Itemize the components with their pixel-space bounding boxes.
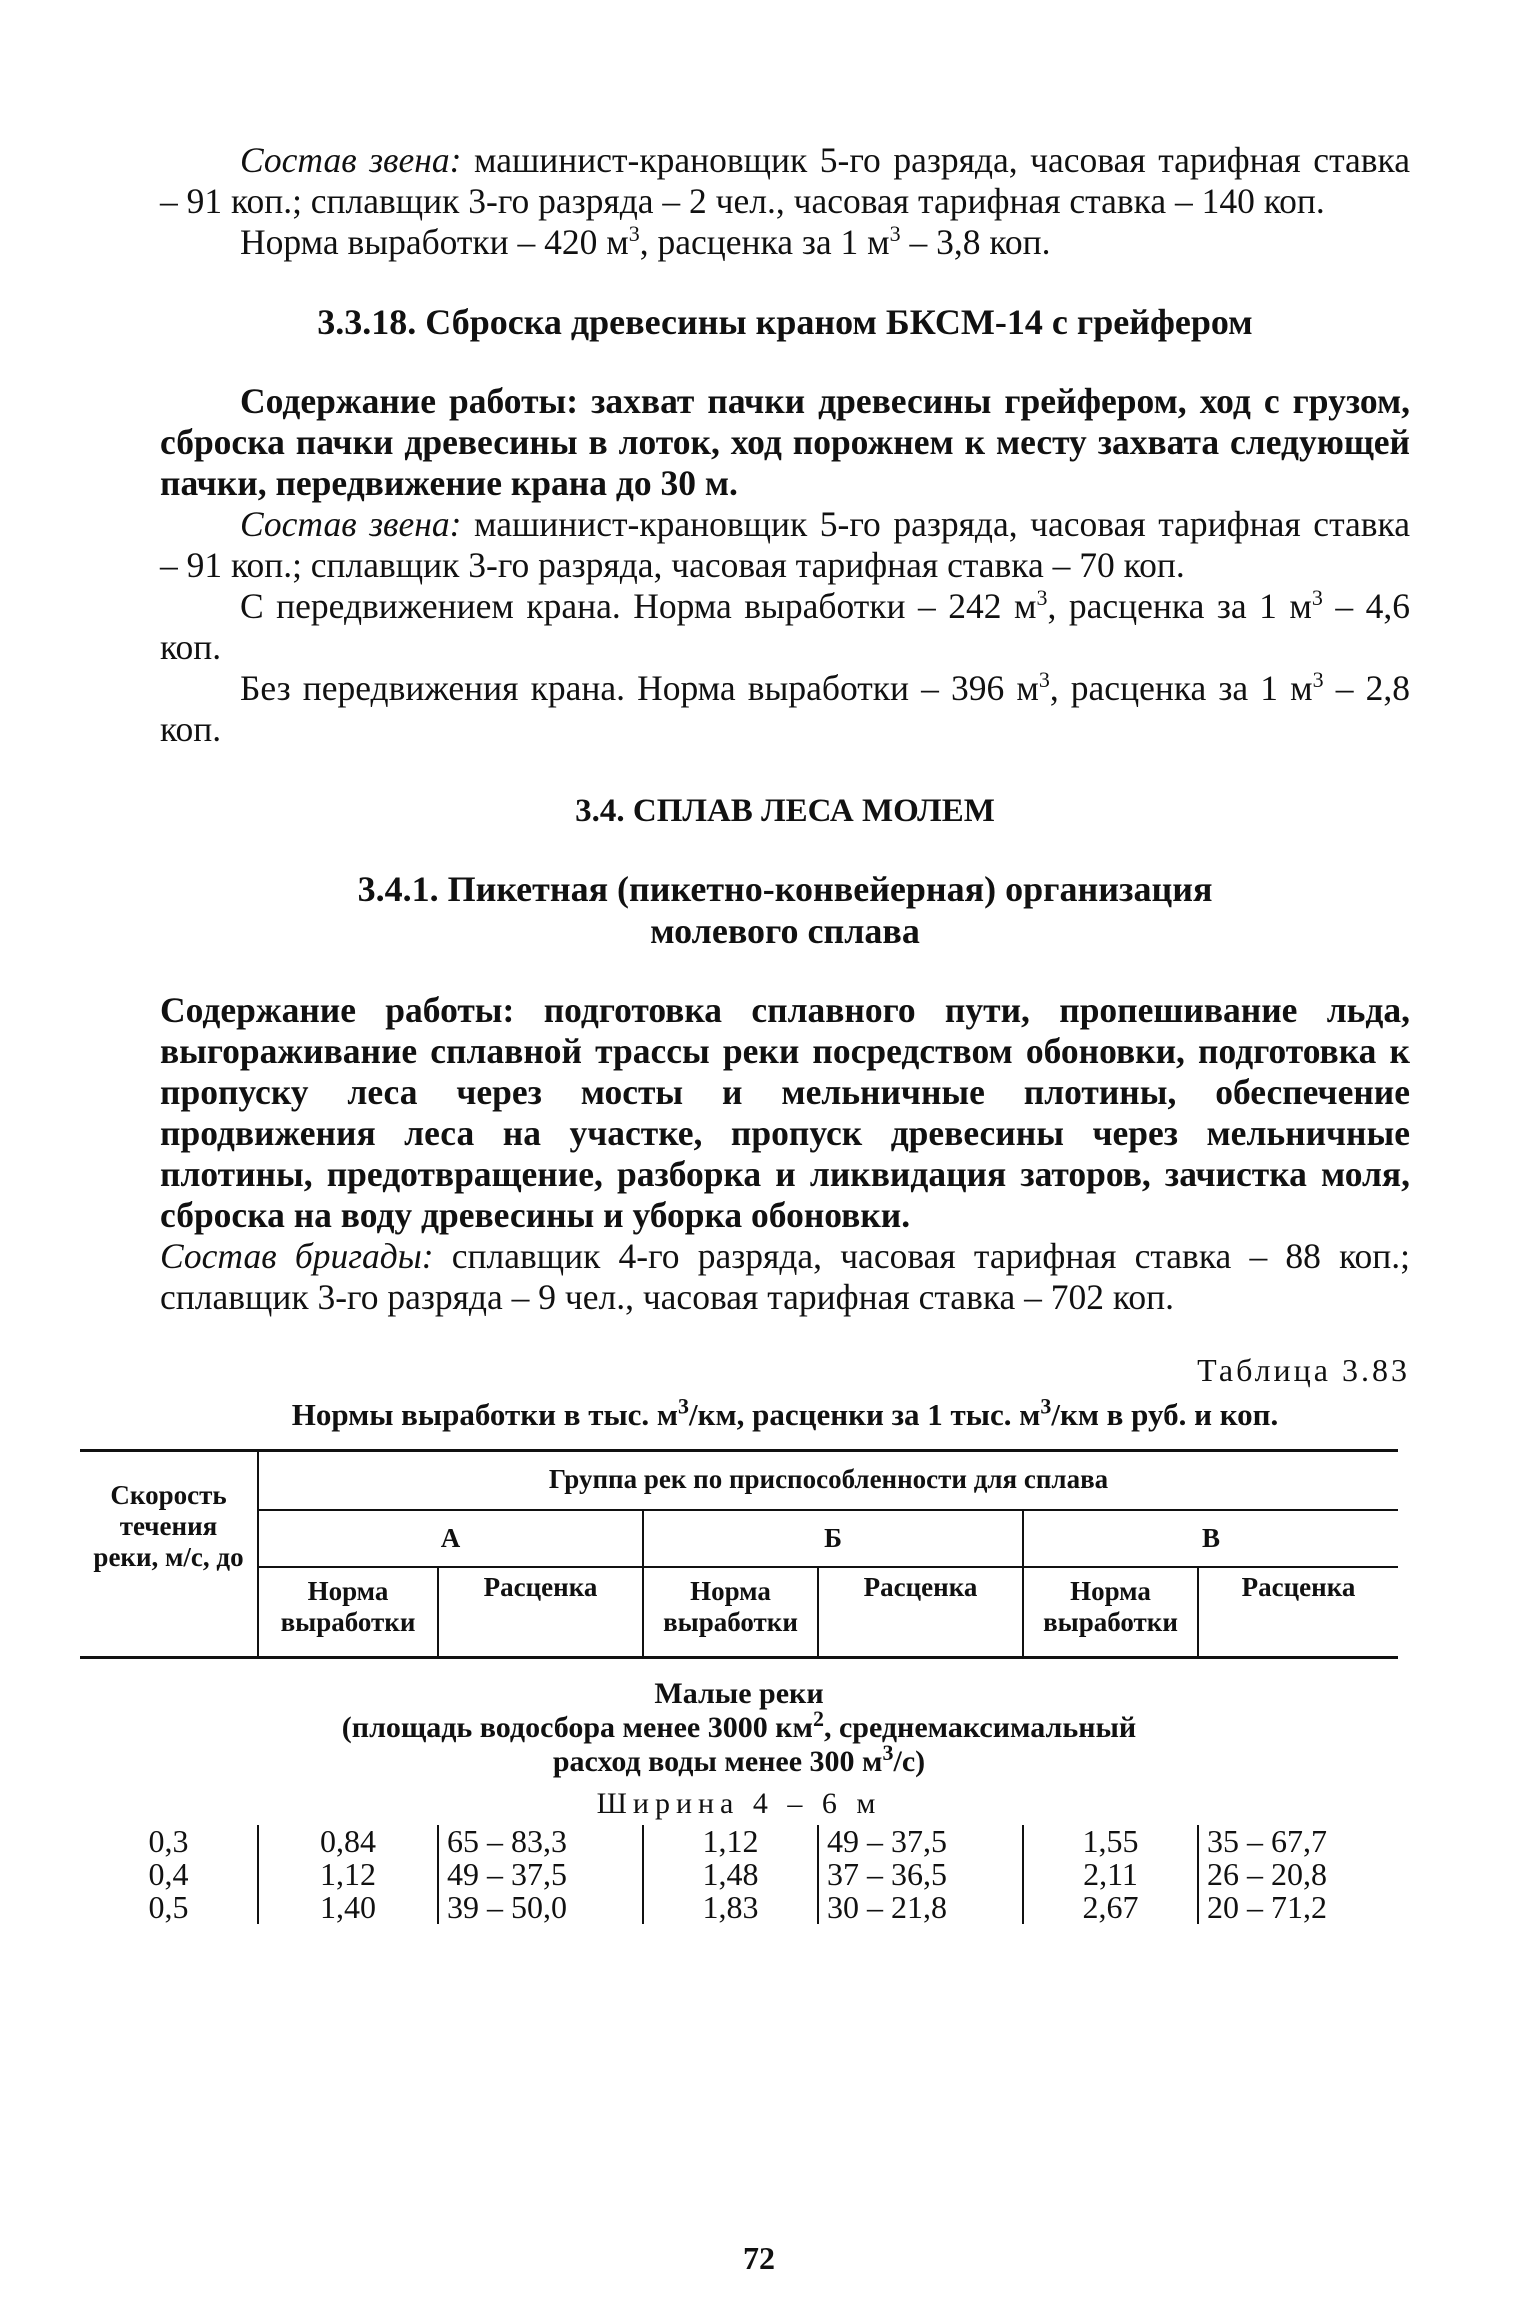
- without-move-c: – 2,8 коп.: [160, 668, 1410, 749]
- paragraph-content-3318: [160, 381, 1410, 504]
- section-line-3-a: расход воды менее 300 м: [552, 1745, 883, 1778]
- section-line-2-a: (площадь водосбора менее 3000 км: [341, 1711, 813, 1744]
- table-title: [160, 1393, 1410, 1433]
- header-group-a: А: [258, 1510, 643, 1567]
- cell-b-rascenka: 37 – 36,5: [818, 1858, 1023, 1891]
- cell-a-rascenka: 49 – 37,5: [438, 1858, 643, 1891]
- table-section-heading: [80, 1677, 1398, 1779]
- header-rascenka-b: Расценка: [818, 1567, 1023, 1658]
- cell-speed: 0,3: [148, 1823, 189, 1859]
- cell-c-norma: 2,67: [1023, 1891, 1198, 1924]
- section-title-3318: 3.3.18. Сброска древесины краном БКСМ-14 с грейфером: [317, 302, 1253, 342]
- section-line-3-b: /с): [893, 1745, 926, 1778]
- table-title-b: /км, расценки за 1 тыс. м: [689, 1397, 1041, 1432]
- cell-a-rascenka: 39 – 50,0: [438, 1891, 643, 1924]
- sup-3: 3: [1311, 585, 1323, 611]
- section-line-1: Малые реки: [654, 1677, 824, 1710]
- cell-a-norma: 0,84: [258, 1825, 438, 1858]
- header-group: Группа рек по приспособленности для сплава: [258, 1451, 1398, 1511]
- table-title-c: /км в руб. и коп.: [1051, 1397, 1279, 1432]
- with-move-c: – 4,6 коп.: [160, 586, 1411, 667]
- page-number: 72: [743, 2240, 775, 2276]
- paragraph-sostav-1: [160, 140, 1410, 222]
- without-move-a: Без передвижения крана. Норма выработки – 396 м: [240, 668, 1039, 708]
- width-label: Ширина 4 – 6 м: [596, 1787, 882, 1820]
- table-row: [80, 1858, 1398, 1891]
- paragraph-sostav-3318: [160, 504, 1410, 586]
- header-norma-c: Норма выработки: [1023, 1567, 1198, 1658]
- subsection-title-341-line1: 3.4.1. Пикетная (пикетно-конвейерная) организация: [357, 869, 1213, 909]
- paragraph-brigade: [160, 1236, 1410, 1318]
- cell-c-norma: 1,55: [1023, 1825, 1198, 1858]
- table-row: [80, 1825, 1398, 1858]
- cell-a-norma: 1,40: [258, 1891, 438, 1924]
- sup-3: 3: [1036, 585, 1048, 611]
- sostav-label: Состав звена:: [240, 504, 462, 544]
- table-title-a: Нормы выработки в тыс. м: [291, 1397, 679, 1432]
- norms-table-header: [80, 1449, 1398, 1659]
- sostav-label: Состав звена:: [240, 140, 462, 180]
- cell-b-norma: 1,12: [643, 1825, 818, 1858]
- subsection-title-341-line2: молевого сплава: [650, 911, 920, 951]
- without-move-b: , расценка за 1 м: [1049, 668, 1313, 708]
- content-text: захват пачки древесины грейфером, ход с грузом, сброска пачки древесины в лоток, ход порожнем к месту захвата следующей пачки, передвижение крана до 30 м.: [160, 381, 1411, 503]
- cell-b-rascenka: 49 – 37,5: [818, 1825, 1023, 1858]
- sup-3: 3: [628, 221, 640, 247]
- page-body: [93, 140, 1411, 1925]
- norma-text-c: – 3,8 коп.: [900, 222, 1051, 262]
- sup-2: 2: [812, 1706, 824, 1731]
- paragraph-norma-1: [160, 222, 1410, 263]
- with-move-b: , расценка за 1 м: [1047, 586, 1312, 626]
- sup-3: 3: [1312, 667, 1324, 693]
- cell-b-norma: 1,83: [643, 1891, 818, 1924]
- paragraph-content-341: [160, 990, 1410, 1236]
- header-group-c: В: [1023, 1510, 1398, 1567]
- content-text: подготовка сплавного пути, пропешивание льда, выгораживание сплавной трассы реки посредством обоновки, подготовка к пропуску леса через мосты и мельничные плотины, обеспечение продвижения леса на участке, пропуск древесины через мельничные плотины, предотвращение, разборка и ликвидация заторов, зачистка моля, сброска на воду древесины и уборка обоновки.: [160, 990, 1411, 1235]
- sup-3: 3: [678, 1393, 690, 1419]
- cell-c-norma: 2,11: [1023, 1858, 1198, 1891]
- cell-c-rascenka: 26 – 20,8: [1198, 1858, 1398, 1891]
- table-row: [80, 1891, 1398, 1924]
- header-norma-a: Норма выработки: [258, 1567, 438, 1658]
- sostav-text: машинист-крановщик 5-го разряда, часовая тарифная ставка – 91 коп.; сплавщик 3-го разряда, часовая тарифная ставка – 70 коп.: [160, 504, 1410, 585]
- sup-3: 3: [1040, 1393, 1052, 1419]
- cell-b-rascenka: 30 – 21,8: [818, 1891, 1023, 1924]
- section-line-2: [80, 1706, 1398, 1745]
- cell-a-rascenka: 65 – 83,3: [438, 1825, 643, 1858]
- cell-c-rascenka: 20 – 71,2: [1198, 1891, 1398, 1924]
- paragraph-without-move: [160, 668, 1410, 750]
- header-rascenka-a: Расценка: [438, 1567, 643, 1658]
- cell-c-rascenka: 35 – 67,7: [1198, 1825, 1398, 1858]
- header-group-b: Б: [643, 1510, 1023, 1567]
- norma-text-a: Норма выработки – 420 м: [240, 222, 629, 262]
- sup-3: 3: [882, 1740, 894, 1765]
- content-label: Содержание работы:: [240, 381, 579, 421]
- brigade-text: сплавщик 4-го разряда, часовая тарифная ставка – 88 коп.; сплавщик 3-го разряда – 9 чел., часовая тарифная ставка – 702 коп.: [160, 1236, 1411, 1317]
- header-speed: Скорость течения реки, м/с, до: [80, 1451, 258, 1658]
- cell-speed: 0,5: [148, 1889, 189, 1925]
- header-rascenka-c: Расценка: [1198, 1567, 1398, 1658]
- table-caption: Таблица 3.83: [1197, 1352, 1410, 1388]
- cell-a-norma: 1,12: [258, 1858, 438, 1891]
- section-title-34: 3.4. СПЛАВ ЛЕСА МОЛЕМ: [575, 793, 995, 829]
- paragraph-with-move: [160, 586, 1410, 668]
- content-label: Содержание работы:: [160, 990, 515, 1030]
- with-move-a: С передвижением крана. Норма выработки – 242 м: [240, 586, 1037, 626]
- sup-3: 3: [1038, 667, 1050, 693]
- section-line-3: [80, 1740, 1398, 1779]
- cell-b-norma: 1,48: [643, 1858, 818, 1891]
- sostav-text: машинист-крановщик 5-го разряда, часовая тарифная ставка – 91 коп.; сплавщик 3-го разряда – 2 чел., часовая тарифная ставка – 140 коп.: [160, 140, 1410, 221]
- header-norma-b: Норма выработки: [643, 1567, 818, 1658]
- brigade-label: Состав бригады:: [160, 1236, 434, 1276]
- cell-speed: 0,4: [148, 1856, 189, 1892]
- norms-table-body: [80, 1825, 1398, 1924]
- norma-text-b: , расценка за 1 м: [639, 222, 890, 262]
- sup-3: 3: [889, 221, 901, 247]
- section-line-2-b: , среднемаксимальный: [823, 1711, 1137, 1744]
